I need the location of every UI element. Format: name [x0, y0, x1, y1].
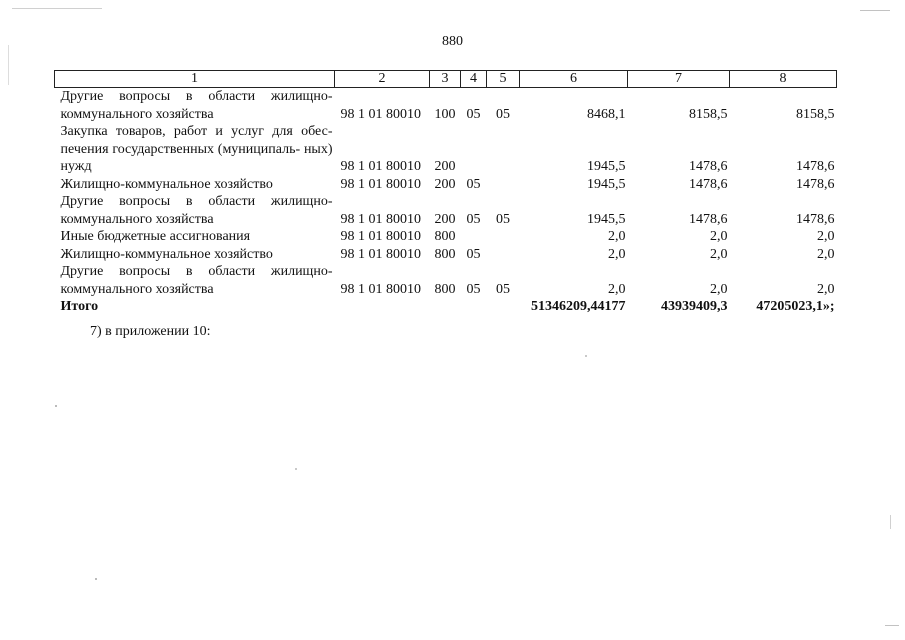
row-value-1: 2,0	[608, 281, 626, 297]
header-col-8: 8	[730, 71, 837, 88]
page-number: 880	[442, 34, 463, 49]
total-value-1: 51346209,44177	[531, 299, 626, 314]
row-rz: 05	[466, 211, 481, 227]
row-name: Другие вопросы в области жилищно- коммунального хозяйства	[60, 89, 333, 122]
row-name: Жилищно-коммунальное хозяйство	[60, 246, 273, 262]
row-pr	[487, 246, 520, 264]
total-row	[55, 298, 837, 316]
row-value-1: 1945,5	[587, 176, 626, 192]
row-pr: 05	[496, 106, 510, 122]
row-vr: 200	[434, 159, 456, 174]
row-vr: 800	[434, 281, 456, 297]
table-row	[55, 246, 837, 264]
row-value-2: 1478,6	[689, 159, 728, 174]
row-name: Другие вопросы в области жилищно- коммунального хозяйства	[60, 194, 333, 227]
scan-speck	[55, 405, 57, 407]
table-row	[55, 263, 837, 298]
row-pr	[487, 228, 520, 246]
scan-speck	[860, 10, 890, 11]
header-col-2: 2	[335, 71, 430, 88]
total-value-3: 47205023,1»;	[756, 299, 835, 314]
row-name: Жилищно-коммунальное хозяйство	[60, 176, 273, 192]
row-name: Другие вопросы в области жилищно- коммунального хозяйства	[60, 264, 333, 297]
total-value-2: 43939409,3	[661, 299, 728, 314]
row-vr: 800	[434, 229, 456, 244]
scan-speck	[890, 515, 891, 529]
row-name: Иные бюджетные ассигнования	[60, 229, 251, 244]
row-code: 98 1 01 80010	[340, 229, 421, 244]
header-col-1: 1	[55, 71, 335, 88]
row-value-3: 2,0	[817, 281, 835, 297]
header-row	[55, 71, 837, 88]
row-value-1: 8468,1	[587, 106, 626, 122]
row-value-2: 2,0	[710, 281, 728, 297]
scan-speck	[585, 355, 587, 357]
row-value-3: 2,0	[817, 229, 835, 244]
row-value-1: 2,0	[608, 246, 626, 262]
row-code: 98 1 01 80010	[340, 211, 421, 227]
row-value-2: 1478,6	[689, 211, 728, 227]
row-rz: 05	[466, 281, 481, 297]
table-row	[55, 193, 837, 228]
row-value-3: 2,0	[817, 246, 835, 262]
budget-table	[54, 70, 837, 316]
scan-speck	[12, 8, 102, 9]
row-pr	[487, 176, 520, 194]
row-rz: 05	[466, 176, 481, 192]
table-row	[55, 176, 837, 194]
row-vr: 100	[434, 106, 456, 122]
header-col-4: 4	[461, 71, 487, 88]
row-vr: 800	[434, 246, 456, 262]
row-value-3: 8158,5	[796, 106, 835, 122]
row-value-2: 2,0	[710, 246, 728, 262]
scan-speck	[8, 45, 9, 85]
row-pr: 05	[496, 211, 510, 227]
table-row	[55, 228, 837, 246]
row-vr: 200	[434, 211, 456, 227]
row-value-3: 1478,6	[796, 159, 835, 174]
header-col-6: 6	[520, 71, 628, 88]
row-value-3: 1478,6	[796, 211, 835, 227]
row-value-1: 2,0	[608, 229, 626, 244]
row-code: 98 1 01 80010	[340, 281, 421, 297]
header-col-7: 7	[628, 71, 730, 88]
row-name: Закупка товаров, работ и услуг для обес- печения государственных (муниципаль- ных) нужд	[60, 124, 333, 174]
header-col-5: 5	[487, 71, 520, 88]
row-vr: 200	[434, 176, 456, 192]
row-code: 98 1 01 80010	[340, 159, 421, 174]
row-pr	[487, 123, 520, 176]
row-code: 98 1 01 80010	[340, 176, 421, 192]
row-code: 98 1 01 80010	[340, 246, 421, 262]
row-rz: 05	[466, 106, 481, 122]
row-value-1: 1945,5	[587, 211, 626, 227]
table-row	[55, 88, 837, 124]
scan-speck	[885, 625, 899, 626]
table-row	[55, 123, 837, 176]
row-code: 98 1 01 80010	[340, 106, 421, 122]
scan-speck	[295, 468, 297, 470]
footnote-text: 7) в приложении 10:	[90, 324, 211, 339]
row-value-1: 1945,5	[587, 159, 626, 174]
row-value-2: 2,0	[710, 229, 728, 244]
row-value-2: 8158,5	[689, 106, 728, 122]
row-rz	[461, 228, 487, 246]
header-col-3: 3	[430, 71, 461, 88]
row-value-3: 1478,6	[796, 176, 835, 192]
row-rz: 05	[466, 246, 481, 262]
row-rz	[461, 123, 487, 176]
row-pr: 05	[496, 281, 510, 297]
total-label: Итого	[60, 299, 99, 314]
row-value-2: 1478,6	[689, 176, 728, 192]
scan-speck	[95, 578, 97, 580]
